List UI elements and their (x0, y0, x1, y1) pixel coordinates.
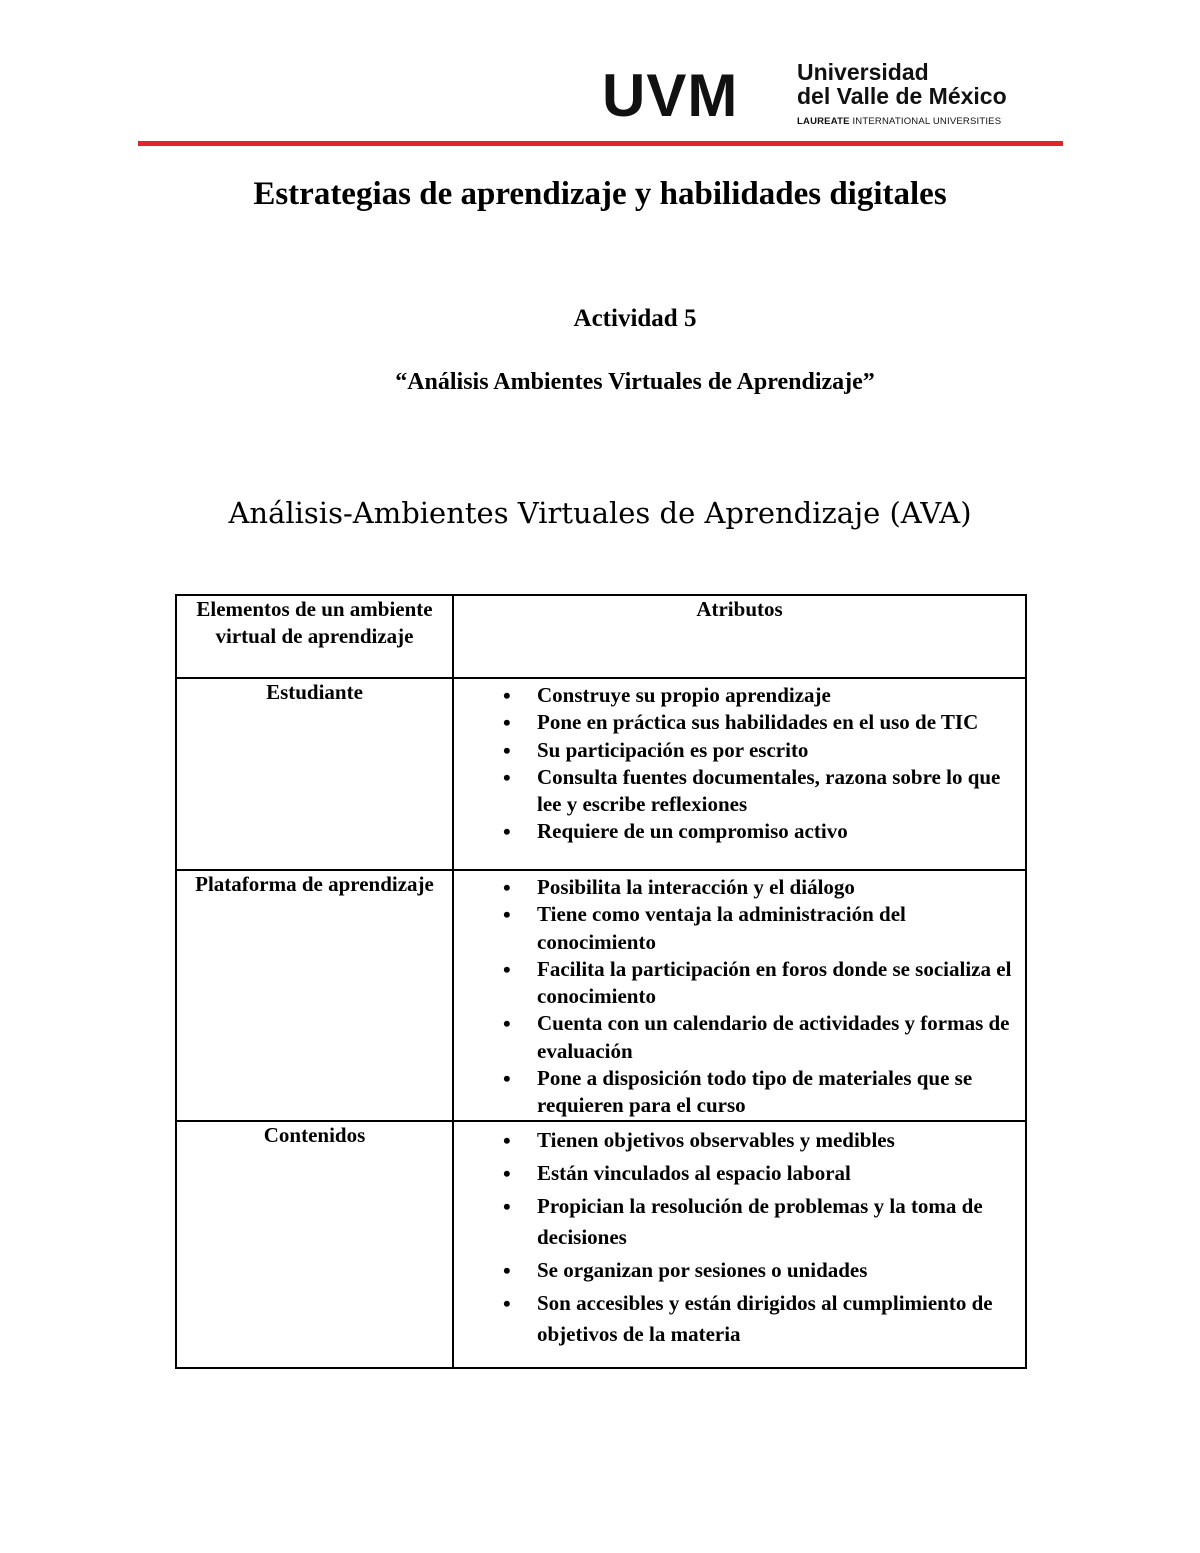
university-name-line1: Universidad (797, 59, 929, 85)
activity-subtitle: “Análisis Ambientes Virtuales de Aprendizaje” (395, 369, 875, 395)
attributes-cell (453, 870, 1026, 1121)
list-item: • Posibilita la interacción y el diálogo (537, 874, 1019, 901)
list-item: • Su participación es por escrito (537, 737, 1019, 764)
activity-title: Actividad 5 (573, 305, 697, 332)
university-name-line2: del Valle de México (797, 83, 1007, 109)
header-elements: Elementos de un ambiente virtual de aprendizaje (176, 595, 453, 678)
list-item: • Pone en práctica sus habilidades en el uso de TIC (537, 709, 1019, 736)
element-cell: Estudiante (176, 678, 453, 870)
list-item: • Facilita la participación en foros donde se socializa el conocimiento (537, 956, 1019, 1011)
table-row (176, 678, 1026, 870)
attribute-list (454, 679, 1025, 846)
table-row (176, 870, 1026, 1121)
list-item: • Se organizan por sesiones o unidades (537, 1255, 1019, 1286)
list-item: • Tienen objetivos observables y medibles (537, 1125, 1019, 1156)
table-row (176, 1121, 1026, 1368)
university-logo-text (797, 60, 1007, 128)
uvm-logo-mark: UVM (602, 62, 739, 129)
laureate-tagline (797, 116, 1007, 128)
section-title: Análisis-Ambientes Virtuales de Aprendizaje (AVA) (228, 496, 972, 530)
list-item: • Requiere de un compromiso activo (537, 818, 1019, 845)
list-item: • Consulta fuentes documentales, razona sobre lo que lee y escribe reflexiones (537, 764, 1019, 819)
element-cell: Plataforma de aprendizaje (176, 870, 453, 1121)
attributes-cell (453, 678, 1026, 870)
attribute-list (454, 1122, 1025, 1350)
header-attributes: Atributos (453, 595, 1026, 678)
course-title: Estrategias de aprendizaje y habilidades digitales (253, 176, 947, 212)
laureate-tagline-rest: INTERNATIONAL UNIVERSITIES (849, 116, 1002, 127)
list-item: • Pone a disposición todo tipo de materiales que se requieren para el curso (537, 1065, 1019, 1120)
list-item: • Son accesibles y están dirigidos al cumplimiento de objetivos de la materia (537, 1288, 1019, 1350)
list-item: • Cuenta con un calendario de actividades y formas de evaluación (537, 1010, 1019, 1065)
attribute-list (454, 871, 1025, 1120)
header-red-rule (138, 141, 1063, 146)
laureate-tagline-bold: LAUREATE (797, 116, 850, 127)
list-item: • Propician la resolución de problemas y la toma de decisiones (537, 1191, 1019, 1253)
element-cell: Contenidos (176, 1121, 453, 1368)
list-item: • Construye su propio aprendizaje (537, 682, 1019, 709)
list-item: • Tiene como ventaja la administración del conocimiento (537, 901, 1019, 956)
table-header-row (176, 595, 1026, 678)
attributes-cell (453, 1121, 1026, 1368)
ava-analysis-table (175, 594, 1027, 1369)
list-item: • Están vinculados al espacio laboral (537, 1158, 1019, 1189)
